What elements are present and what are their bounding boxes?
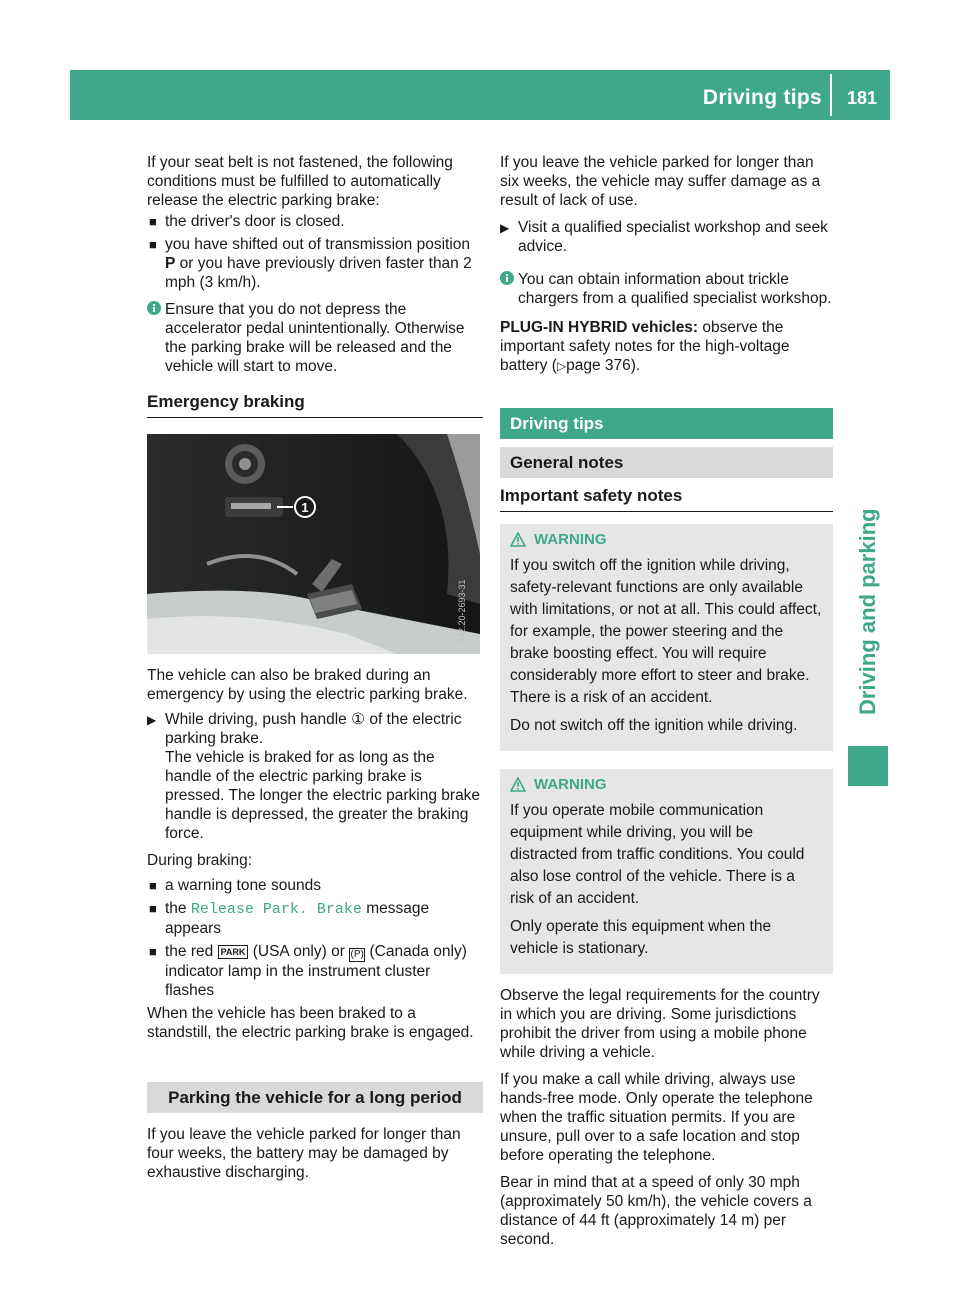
bullet-item: ■ the driver's door is closed. xyxy=(149,213,345,230)
right-column xyxy=(500,153,833,1257)
side-tab-label: Driving and parking xyxy=(855,508,880,715)
hands-free-text: If you make a call while driving, always use hands-free mode. Only operate the telephone when the traffic situation permits. If you are unsure, pull over to a safe location and stop before operating the telephone. xyxy=(500,1071,813,1164)
bullet-icon: ■ xyxy=(149,944,157,959)
emergency-text: The vehicle can also be braked during an emergency by using the electric parking brake. xyxy=(147,667,468,703)
driving-tips-heading: Driving tips xyxy=(500,408,833,439)
plugin-hybrid-note: PLUG-IN HYBRID vehicles: observe the important safety notes for the high-voltage battery (▷page 376). xyxy=(500,319,790,374)
bullet-icon: ■ xyxy=(149,237,157,252)
bullet-icon: ■ xyxy=(149,214,157,229)
info-note: Ensure that you do not depress the accelerator pedal unintentionally. Otherwise the parking brake will be released and the vehicle will start to move. xyxy=(147,300,483,376)
warning-header: WARNING xyxy=(510,775,823,794)
warning-box xyxy=(500,524,833,751)
bullet-item: ■ the Release Park. Brake message appears xyxy=(149,900,430,937)
bullet-icon: ■ xyxy=(149,878,157,893)
emergency-braking-heading: Emergency braking xyxy=(147,392,483,418)
long-period-text: If you leave the vehicle parked for longer than four weeks, the battery may be damaged by exhaustive discharging. xyxy=(147,1126,461,1181)
engaged-text: When the vehicle has been braked to a standstill, the electric parking brake is engaged. xyxy=(147,1005,474,1041)
instruction-step: ▶ Visit a qualified specialist workshop and seek advice. xyxy=(500,219,828,255)
six-weeks-text: If you leave the vehicle parked for longer than six weeks, the vehicle may suffer damage as a result of lack of use. xyxy=(500,154,821,209)
warning-triangle-icon xyxy=(510,532,526,547)
bullet-icon: ■ xyxy=(149,901,157,916)
info-icon xyxy=(147,301,161,316)
warning-text: If you switch off the ignition while driving, safety-relevant functions are only available with limitations, or not at all. This could affect, for example, the power steering and the brake boosting effect. You will require considerably more effort to steer and brake. There is a risk of an accident. xyxy=(510,557,822,706)
bullet-item: ■ you have shifted out of transmission position P or you have previously driven faster than 2 mph (3 km/h). xyxy=(149,236,472,291)
section-title: Driving tips xyxy=(702,86,822,109)
page-number: 181 xyxy=(846,88,878,108)
warning-header: WARNING xyxy=(510,530,823,549)
info-icon xyxy=(500,271,514,286)
legal-requirements-text: Observe the legal requirements for the country in which you are driving. Some jurisdictions prohibit the driver from using a mobile phone while driving a vehicle. xyxy=(500,987,820,1061)
general-notes-heading: General notes xyxy=(500,447,833,478)
display-message: Release Park. Brake xyxy=(190,901,362,918)
canada-park-indicator-icon: (P) xyxy=(350,949,364,960)
bullet-item: ■ a warning tone sounds xyxy=(149,877,321,894)
warning-instruction: Do not switch off the ignition while driving. xyxy=(510,717,798,734)
instruction-step: ▶ While driving, push handle ① of the electric parking brake. The vehicle is braked for as long as the handle of the electric parking brake is pressed. The longer the electric parking brake handle is depressed, the greater the braking force. xyxy=(147,711,481,842)
step-arrow-icon: ▶ xyxy=(147,713,157,727)
warning-text: If you operate mobile communication equipment while driving, you will be distracted from traffic conditions. You could also lose control of the vehicle. There is a risk of an accident. xyxy=(510,802,805,907)
side-tab xyxy=(846,255,890,715)
warning-triangle-icon xyxy=(510,777,526,792)
long-period-heading: Parking the vehicle for a long period xyxy=(147,1082,483,1113)
header-separator xyxy=(830,74,832,116)
parking-brake-figure xyxy=(147,434,480,654)
speed-distance-text: Bear in mind that at a speed of only 30 mph (approximately 50 km/h), the vehicle covers a distance of 44 ft (approximately 14 m) per second. xyxy=(500,1174,812,1248)
page-ref-arrow-icon: ▷ xyxy=(556,359,567,373)
warning-instruction: Only operate this equipment when the vehicle is stationary. xyxy=(510,918,772,957)
park-indicator-icon: PARK xyxy=(218,945,249,959)
side-tab-marker xyxy=(848,746,888,786)
warning-box xyxy=(500,769,833,974)
during-braking-label: During braking: xyxy=(147,852,253,869)
important-safety-heading: Important safety notes xyxy=(500,486,833,512)
step-arrow-icon: ▶ xyxy=(500,221,510,235)
info-note: You can obtain information about trickle chargers from a qualified specialist workshop. xyxy=(500,270,833,308)
bullet-item: ■ the red PARK (USA only) or (P) (Canada only) indicator lamp in the instrument cluster flashes xyxy=(149,943,467,999)
figure-callout: 1 xyxy=(301,500,309,515)
seat-belt-intro: If your seat belt is not fastened, the following conditions must be fulfilled to automatically release the electric parking brake: xyxy=(147,154,453,209)
figure-code: P42.20-2693-31 xyxy=(457,579,467,644)
left-column xyxy=(147,153,483,1190)
page-reference-link[interactable]: page 376 xyxy=(566,357,631,374)
